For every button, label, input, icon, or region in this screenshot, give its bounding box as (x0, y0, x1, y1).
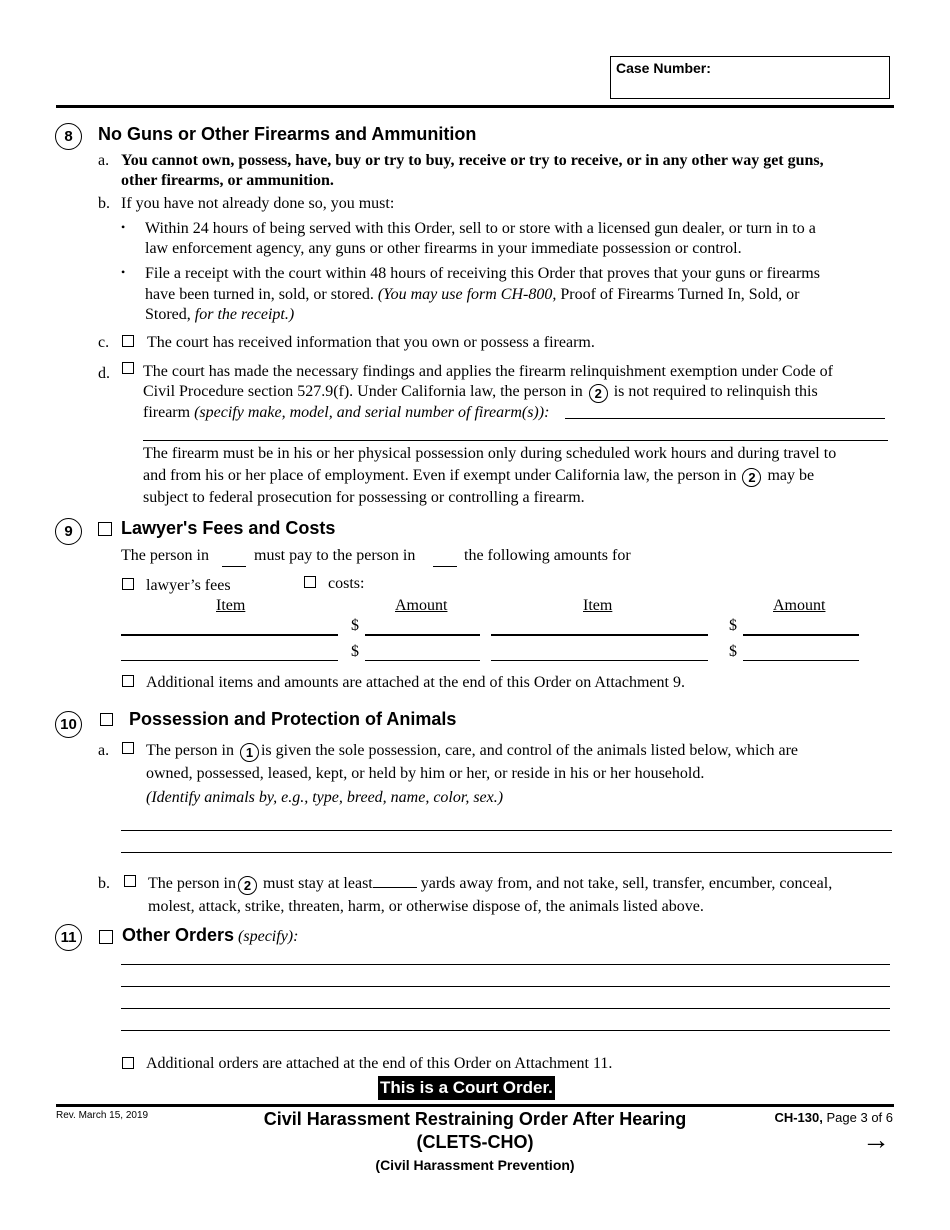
animals-list-field-1[interactable] (121, 830, 892, 831)
section-10-number: 10 (55, 711, 82, 738)
s10-checkbox[interactable] (100, 713, 113, 726)
s8-c-text: The court has received information that you own or possess a firearm. (147, 334, 595, 351)
fee-item-field[interactable] (491, 634, 708, 636)
s8-b2-line3-b: for the receipt.) (194, 306, 295, 323)
s8-b-text: If you have not already done so, you must: (121, 195, 395, 212)
section-8-title: No Guns or Other Firearms and Ammunition (98, 124, 477, 144)
case-number-box[interactable] (610, 56, 890, 99)
s10-a-checkbox[interactable] (122, 742, 134, 754)
s8-b2-line1: File a receipt with the court within 48 hours of receiving this Order that proves that your guns or firearms (145, 265, 820, 282)
s8-b2-line3 (145, 304, 294, 325)
s9-line-c: the following amounts for (464, 547, 631, 564)
page-number: Page 3 of 6 (826, 1110, 893, 1125)
s9-line-b: must pay to the person in (254, 547, 416, 564)
fee-item-field[interactable] (121, 660, 338, 661)
page-indicator (774, 1110, 893, 1125)
s8-d-letter: d. (98, 365, 110, 382)
s8-b2-line2-c: Proof of Firearms Turned In, Sold, or (556, 286, 800, 303)
s8-a-line1: You cannot own, possess, have, buy or try to buy, receive or try to receive, or in any other way get guns, (121, 152, 824, 169)
s10-a-line1 (146, 740, 798, 762)
s10-a-line1-a: The person in (146, 742, 234, 759)
s8-b2-line2-b: (You may use form CH-800, (377, 286, 557, 303)
person-2-ref: 2 (589, 384, 608, 403)
s8-d-p-line1: The firearm must be in his or her physical possession only during scheduled work hours and during travel to (143, 445, 837, 462)
s10-b-line1-a: The person in (148, 875, 236, 892)
animals-list-field-2[interactable] (121, 852, 892, 853)
form-subtitle: (Civil Harassment Prevention) (375, 1157, 575, 1173)
s8-a-letter: a. (98, 152, 110, 169)
other-orders-field-2[interactable] (121, 986, 890, 987)
bullet-1: • (121, 220, 126, 234)
s10-b-line1-c: yards away from, and not take, sell, transfer, encumber, conceal, (420, 875, 833, 892)
fees-checkbox[interactable] (122, 578, 134, 590)
costs-checkbox[interactable] (304, 576, 316, 588)
section-9-title: Lawyer's Fees and Costs (121, 518, 336, 538)
firearm-details-field-1[interactable] (565, 418, 885, 419)
case-number-label: Case Number: (616, 60, 711, 76)
s8-c-checkbox[interactable] (122, 335, 134, 347)
bullet-2: • (121, 265, 126, 279)
form-id: CH-130, (774, 1110, 823, 1125)
court-order-banner: This is a Court Order. (378, 1076, 555, 1100)
col-amount-2: Amount (773, 597, 826, 614)
s8-d-line2-a: Civil Procedure section 527.9(f). Under California law, the person in (143, 383, 583, 400)
s8-b1-line1: Within 24 hours of being served with this Order, sell to or store with a licensed gun dealer, or turn in to a (145, 220, 816, 237)
s8-d-p-line2-b: may be (767, 467, 815, 484)
other-orders-field-1[interactable] (121, 964, 890, 965)
s8-d-p-line3: subject to federal prosecution for possessing or controlling a firearm. (143, 489, 585, 506)
s10-a-line3: (Identify animals by, e.g., type, breed, name, color, sex.) (146, 789, 504, 806)
person-2-ref: 2 (742, 468, 761, 487)
firearm-details-field-2[interactable] (143, 440, 888, 441)
s10-a-line1-b: is given the sole possession, care, and control of the animals listed below, which are (260, 742, 799, 759)
costs-label: costs: (328, 575, 365, 592)
fee-item-field[interactable] (491, 660, 708, 661)
s8-d-line3-a: firearm (143, 404, 195, 421)
s8-b2-line2-a: have been turned in, sold, or stored. (145, 286, 378, 303)
s9-attach-checkbox[interactable] (122, 675, 134, 687)
s8-d-line3-c: ): (538, 404, 550, 421)
s8-b2-line2 (145, 284, 799, 305)
other-orders-field-3[interactable] (121, 1008, 890, 1009)
yards-distance-field[interactable] (373, 873, 417, 888)
col-item-2: Item (583, 597, 613, 614)
form-title-clets: (CLETS-CHO) (416, 1132, 534, 1152)
person-1-ref: 1 (240, 743, 259, 762)
s10-b-line2: molest, attack, strike, threaten, harm, or otherwise dispose of, the animals listed above. (148, 898, 704, 915)
payee-party-field[interactable] (433, 566, 457, 567)
s11-checkbox[interactable] (99, 930, 113, 944)
next-page-arrow-icon[interactable]: → (862, 1124, 890, 1155)
s9-checkbox[interactable] (98, 522, 112, 536)
section-11-heading (122, 925, 298, 946)
dollar-sign: $ (351, 617, 359, 634)
s8-d-checkbox[interactable] (122, 362, 134, 374)
s8-c-letter: c. (98, 334, 110, 351)
s9-attach-text: Additional items and amounts are attached at the end of this Order on Attachment 9. (146, 674, 685, 691)
s11-attach-checkbox[interactable] (122, 1057, 134, 1069)
s10-a-line2: owned, possessed, leased, kept, or held by him or her, or reside in his or her household. (146, 765, 705, 782)
payer-party-field[interactable] (222, 566, 246, 567)
revision-date: Rev. March 15, 2019 (56, 1110, 149, 1121)
s8-d-line2 (143, 381, 818, 403)
s8-a-line2: other firearms, or ammunition. (121, 172, 334, 189)
fee-amount-field[interactable] (743, 660, 859, 661)
s8-d-p-line2 (143, 465, 814, 487)
form-title: Civil Harassment Restraining Order After Hearing (263, 1109, 687, 1129)
dollar-sign: $ (729, 617, 737, 634)
s10-b-checkbox[interactable] (124, 875, 136, 887)
s8-b-letter: b. (98, 195, 110, 212)
s8-d-line2-b: is not required to relinquish this (613, 383, 818, 400)
col-item-1: Item (216, 597, 246, 614)
s8-d-line3-b: (specify make, model, and serial number of firearm(s) (194, 404, 539, 421)
s10-b-line1-b: must stay at least (262, 875, 373, 892)
fee-item-field[interactable] (121, 634, 338, 636)
section-11-title: Other Orders (122, 925, 235, 945)
fees-label: lawyer’s fees (146, 577, 231, 594)
s8-d-p-line2-a: and from his or her place of employment. Even if exempt under California law, the person in (143, 467, 737, 484)
s10-a-letter: a. (98, 742, 110, 759)
section-9-number: 9 (55, 518, 82, 545)
dollar-sign: $ (729, 643, 737, 660)
s8-b2-line3-a: Stored, (145, 306, 195, 323)
fee-amount-field[interactable] (365, 634, 480, 636)
s8-d-line1: The court has made the necessary findings and applies the firearm relinquishment exemption under Code of (143, 363, 834, 380)
s11-attach-text: Additional orders are attached at the end of this Order on Attachment 11. (146, 1055, 613, 1072)
section-11-specify: (specify): (238, 928, 299, 945)
section-10-title: Possession and Protection of Animals (129, 709, 457, 729)
fee-amount-field[interactable] (365, 660, 480, 661)
s10-b-letter: b. (98, 875, 110, 892)
s8-b1-line2: law enforcement agency, any guns or other firearms in your immediate possession or control. (145, 240, 742, 257)
other-orders-field-4[interactable] (121, 1030, 890, 1031)
s10-b-line1 (148, 873, 832, 895)
s9-line-a: The person in (121, 547, 209, 564)
bottom-rule (56, 1104, 894, 1107)
dollar-sign: $ (351, 643, 359, 660)
top-rule (56, 105, 894, 108)
section-8-number: 8 (55, 123, 82, 150)
person-2-ref: 2 (238, 876, 257, 895)
fee-amount-field[interactable] (743, 634, 859, 636)
s8-d-line3 (143, 402, 549, 423)
section-11-number: 11 (55, 924, 82, 951)
col-amount-1: Amount (395, 597, 448, 614)
